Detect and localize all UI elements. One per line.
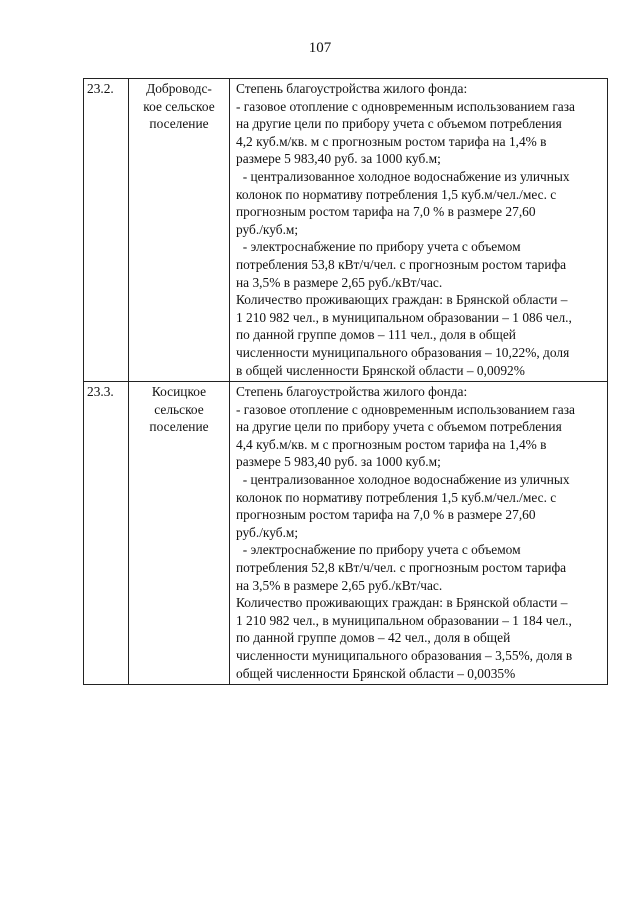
- description-line: - электроснабжение по прибору учета с объемом: [236, 239, 521, 255]
- settlement-name-line: Доброводс-: [146, 81, 212, 96]
- description-line: потребления 53,8 кВт/ч/чел. с прогнозным ростом тарифа: [236, 256, 567, 272]
- settlement-name: [129, 382, 230, 685]
- description-line: прогнозным ростом тарифа на 7,0 % в размере 27,60: [236, 507, 536, 523]
- description-line: на другие цели по прибору учета с объемом потребления: [236, 419, 562, 435]
- settlement-name-line: кое сельское: [143, 98, 215, 114]
- description-line: Степень благоустройства жилого фонда:: [236, 81, 468, 96]
- page-number: 107: [308, 40, 332, 56]
- description-line: на 3,5% в размере 2,65 руб./кВт/час.: [236, 274, 443, 290]
- settlement-name-line: Косицкое: [151, 384, 207, 400]
- description-line: - централизованное холодное водоснабжение из уличных: [236, 168, 570, 184]
- description-line: по данной группе домов – 42 чел., доля в общей: [236, 630, 511, 646]
- description-line: Степень благоустройства жилого фонда:: [236, 384, 468, 400]
- description-line: потребления 52,8 кВт/ч/чел. с прогнозным ростом тарифа: [236, 560, 567, 576]
- description-line: 1 210 982 чел., в муниципальном образовании – 1 086 чел.,: [236, 309, 572, 325]
- description-line: общей численности Брянской области – 0,0035%: [236, 665, 516, 681]
- description-line: на 3,5% в размере 2,65 руб./кВт/час.: [236, 577, 443, 593]
- description-line: руб./куб.м;: [236, 221, 299, 237]
- description-line: колонок по нормативу потребления 1,5 куб.м/чел./мес. с: [236, 186, 557, 202]
- description-line: 1 210 982 чел., в муниципальном образовании – 1 184 чел.,: [236, 612, 572, 628]
- description-line: колонок по нормативу потребления 1,5 куб.м/чел./мес. с: [236, 489, 557, 505]
- description-line: - электроснабжение по прибору учета с объемом: [236, 542, 521, 558]
- settlement-name: [129, 79, 230, 382]
- settlement-description: [230, 79, 608, 382]
- description-line: Количество проживающих граждан: в Брянской области –: [236, 292, 568, 308]
- row-number: 23.3.: [84, 382, 129, 685]
- settlement-description: [230, 382, 608, 685]
- description-line: размере 5 983,40 руб. за 1000 куб.м;: [236, 151, 441, 167]
- settlement-name-line: сельское: [154, 401, 204, 417]
- description-line: руб./куб.м;: [236, 524, 299, 540]
- description-line: 4,2 куб.м/кв. м с прогнозным ростом тарифа на 1,4% в: [236, 133, 547, 149]
- settlement-name-line: поселение: [149, 116, 209, 132]
- description-line: численности муниципального образования – 10,22%, доля: [236, 344, 570, 360]
- description-line: Количество проживающих граждан: в Брянской области –: [236, 595, 568, 611]
- description-line: по данной группе домов – 111 чел., доля в общей: [236, 327, 516, 343]
- description-line: численности муниципального образования – 3,55%, доля в: [236, 648, 573, 663]
- table-row: [84, 79, 608, 382]
- description-line: в общей численности Брянской области – 0,0092%: [236, 362, 525, 378]
- description-line: - газовое отопление с одновременным использованием газа: [236, 98, 575, 114]
- table-row: [84, 382, 608, 685]
- description-line: - газовое отопление с одновременным использованием газа: [236, 401, 575, 417]
- description-line: - централизованное холодное водоснабжение из уличных: [236, 472, 570, 488]
- settlement-name-line: поселение: [149, 419, 209, 435]
- description-line: прогнозным ростом тарифа на 7,0 % в размере 27,60: [236, 204, 536, 220]
- settlements-table: [83, 78, 608, 685]
- row-number: 23.2.: [84, 79, 129, 382]
- description-line: размере 5 983,40 руб. за 1000 куб.м;: [236, 454, 441, 470]
- description-line: 4,4 куб.м/кв. м с прогнозным ростом тарифа на 1,4% в: [236, 436, 547, 452]
- description-line: на другие цели по прибору учета с объемом потребления: [236, 116, 562, 132]
